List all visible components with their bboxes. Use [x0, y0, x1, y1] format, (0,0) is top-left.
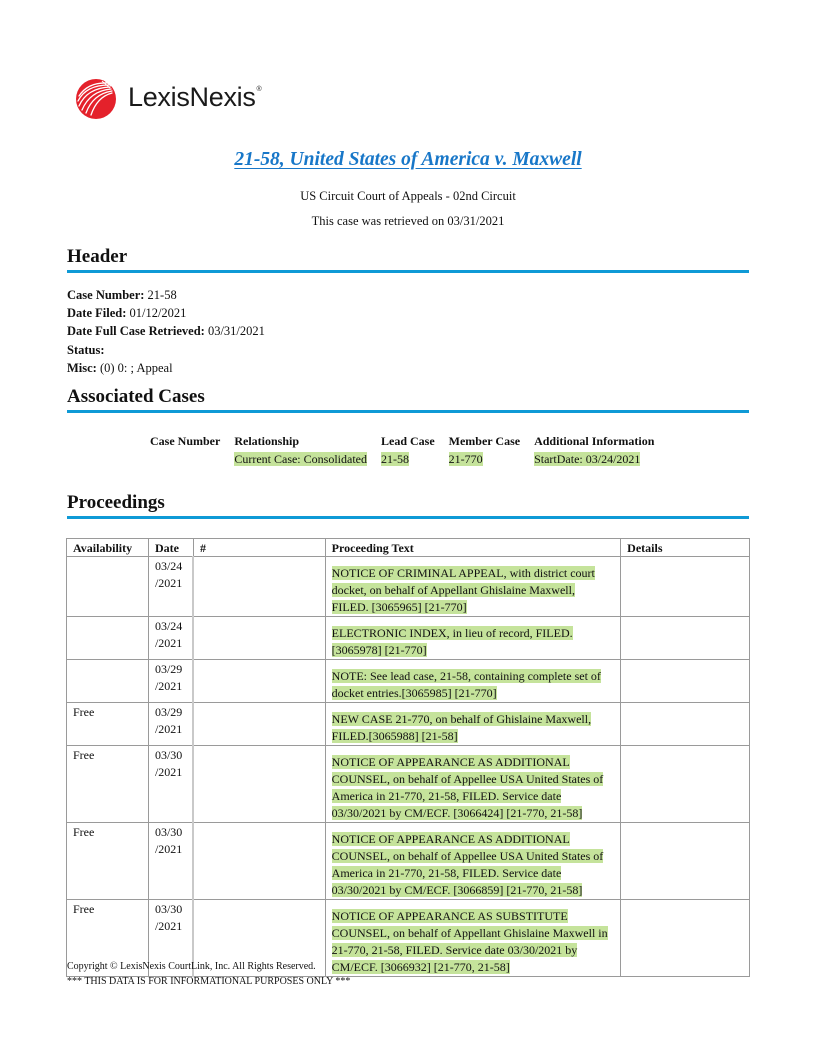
- court-name: US Circuit Court of Appeals - 02nd Circuit: [300, 189, 516, 203]
- proceedings-table: [66, 538, 750, 977]
- section-heading-associated-cases: Associated Cases: [67, 386, 749, 413]
- lexisnexis-globe-icon: [74, 76, 118, 120]
- field-value: 01/12/2021: [126, 306, 187, 321]
- proceeding-text-cell: [325, 557, 621, 617]
- field-label: Status:: [67, 342, 105, 357]
- logo-wordmark: [128, 82, 261, 113]
- field-label: Date Filed:: [67, 306, 127, 321]
- column-header-date: Date: [148, 539, 193, 557]
- date-line: 03/29: [154, 662, 183, 676]
- availability-cell: [67, 557, 149, 617]
- number-cell: [193, 660, 325, 703]
- section-heading-proceedings: Proceedings: [67, 492, 749, 519]
- section-heading-header: Header: [67, 246, 749, 273]
- date-line: 03/24: [154, 559, 183, 573]
- additional-info-cell: [534, 452, 668, 467]
- date-line: /2021: [154, 842, 183, 856]
- table-row: [67, 557, 750, 617]
- disclaimer-notice: *** THIS DATA IS FOR INFORMATIONAL PURPOSES ONLY ***: [67, 976, 351, 987]
- date-line: 03/29: [154, 705, 183, 719]
- relationship-cell: [234, 452, 381, 467]
- field-date-full-case-retrieved: [67, 322, 265, 340]
- case-title-link[interactable]: 21-58, United States of America v. Maxwell: [234, 149, 582, 170]
- proceeding-text: NOTICE OF APPEARANCE AS ADDITIONAL COUNSEL, on behalf of Appellee USA United States of America in 21-770, 21-58, FILED. Service date 03/30/2021 by CM/ECF. [3066859] [21-770, 21-58]: [331, 832, 604, 897]
- lead-case-value: 21-58: [380, 452, 409, 466]
- date-line: /2021: [154, 679, 183, 693]
- proceeding-text: NOTE: See lead case, 21-58, containing complete set of docket entries.[3065985] [21-770]: [331, 669, 601, 700]
- column-header: Member Case: [448, 434, 521, 448]
- availability-cell: Free: [67, 703, 149, 746]
- logo-text: LexisNexis: [128, 81, 256, 112]
- proceeding-text-cell: [325, 660, 621, 703]
- column-header: Lead Case: [380, 434, 435, 448]
- proceeding-text-cell: [325, 823, 621, 900]
- proceeding-text-cell: [325, 900, 621, 977]
- table-header-row: [150, 434, 668, 452]
- table-row: [67, 617, 750, 660]
- field-status: [67, 341, 265, 359]
- column-header: Case Number: [150, 434, 221, 448]
- date-cell: [148, 617, 193, 660]
- table-header-row: [67, 539, 750, 557]
- date-line: /2021: [154, 636, 183, 650]
- case-number-cell: [150, 452, 234, 467]
- date-line: /2021: [154, 765, 183, 779]
- field-label: Case Number:: [67, 288, 145, 302]
- date-line: 03/30: [154, 902, 183, 916]
- field-value: (0) 0: ; Appeal: [96, 360, 173, 375]
- details-cell: [621, 823, 750, 900]
- details-cell: [621, 900, 750, 977]
- footer: [67, 959, 350, 989]
- proceeding-text: ELECTRONIC INDEX, in lieu of record, FILED.[3065978] [21-770]: [331, 626, 573, 657]
- details-cell: [621, 746, 750, 823]
- date-line: /2021: [154, 722, 183, 736]
- availability-cell: Free: [67, 746, 149, 823]
- date-line: 03/30: [154, 825, 183, 839]
- proceeding-text: NOTICE OF APPEARANCE AS SUBSTITUTE COUNSEL, on behalf of Appellant Ghislaine Maxwell in 21-770, 21-58, FILED. Service date 03/30/2021 by CM/ECF. [3066932] [21-770, 21-58]: [331, 909, 608, 974]
- proceeding-text-cell: [325, 703, 621, 746]
- date-line: 03/30: [154, 748, 183, 762]
- column-header: Relationship: [234, 434, 300, 448]
- field-label: Date Full Case Retrieved:: [67, 324, 205, 339]
- date-cell: [148, 746, 193, 823]
- proceeding-text: NEW CASE 21-770, on behalf of Ghislaine Maxwell, FILED.[3065988] [21-58]: [331, 712, 592, 743]
- availability-cell: [67, 617, 149, 660]
- details-cell: [621, 557, 750, 617]
- table-row: [67, 660, 750, 703]
- registered-mark: ®: [256, 85, 262, 93]
- proceeding-text-cell: [325, 746, 621, 823]
- column-header-number: #: [193, 539, 325, 557]
- table-row: [67, 746, 750, 823]
- member-case-cell: [449, 452, 534, 467]
- date-cell: [148, 660, 193, 703]
- table-row: [67, 703, 750, 746]
- field-value: 03/31/2021: [204, 324, 265, 339]
- field-date-filed: [67, 304, 265, 322]
- number-cell: [193, 703, 325, 746]
- details-cell: [621, 660, 750, 703]
- proceeding-text-cell: [325, 617, 621, 660]
- lexisnexis-logo: [74, 76, 261, 120]
- member-case-value: 21-770: [448, 452, 483, 466]
- table-row: [150, 452, 668, 467]
- details-cell: [621, 617, 750, 660]
- date-cell: [148, 703, 193, 746]
- proceeding-text: NOTICE OF CRIMINAL APPEAL, with district court docket, on behalf of Appellant Ghislaine Maxwell, FILED. [3065965] [21-770]: [331, 566, 595, 614]
- field-misc: [67, 359, 265, 377]
- details-cell: [621, 703, 750, 746]
- relationship-value: Current Case: Consolidated: [234, 452, 367, 466]
- field-case-number: [67, 286, 265, 304]
- field-label: Misc:: [67, 360, 97, 375]
- copyright-notice: Copyright © LexisNexis CourtLink, Inc. All Rights Reserved.: [67, 961, 316, 972]
- number-cell: [193, 557, 325, 617]
- table-row: [67, 823, 750, 900]
- date-line: /2021: [154, 576, 183, 590]
- column-header: Additional Information: [534, 434, 655, 448]
- date-cell: [148, 557, 193, 617]
- column-header-details: Details: [621, 539, 750, 557]
- date-line: 03/24: [154, 619, 183, 633]
- header-fields: [67, 286, 265, 377]
- associated-cases-table: [150, 434, 668, 467]
- additional-info-value: StartDate: 03/24/2021: [534, 452, 641, 466]
- number-cell: [193, 617, 325, 660]
- lead-case-cell: [381, 452, 449, 467]
- field-value: 21-58: [144, 288, 177, 302]
- date-cell: [148, 823, 193, 900]
- number-cell: [193, 746, 325, 823]
- proceeding-text: NOTICE OF APPEARANCE AS ADDITIONAL COUNSEL, on behalf of Appellee USA United States of America in 21-770, 21-58, FILED. Service date 03/30/2021 by CM/ECF. [3066424] [21-770, 21-58]: [331, 755, 604, 820]
- column-header-proceeding-text: Proceeding Text: [325, 539, 621, 557]
- date-line: /2021: [154, 919, 183, 933]
- column-header-availability: Availability: [67, 539, 149, 557]
- availability-cell: Free: [67, 900, 149, 977]
- availability-cell: [67, 660, 149, 703]
- retrieved-date: This case was retrieved on 03/31/2021: [311, 214, 505, 228]
- number-cell: [193, 823, 325, 900]
- availability-cell: Free: [67, 823, 149, 900]
